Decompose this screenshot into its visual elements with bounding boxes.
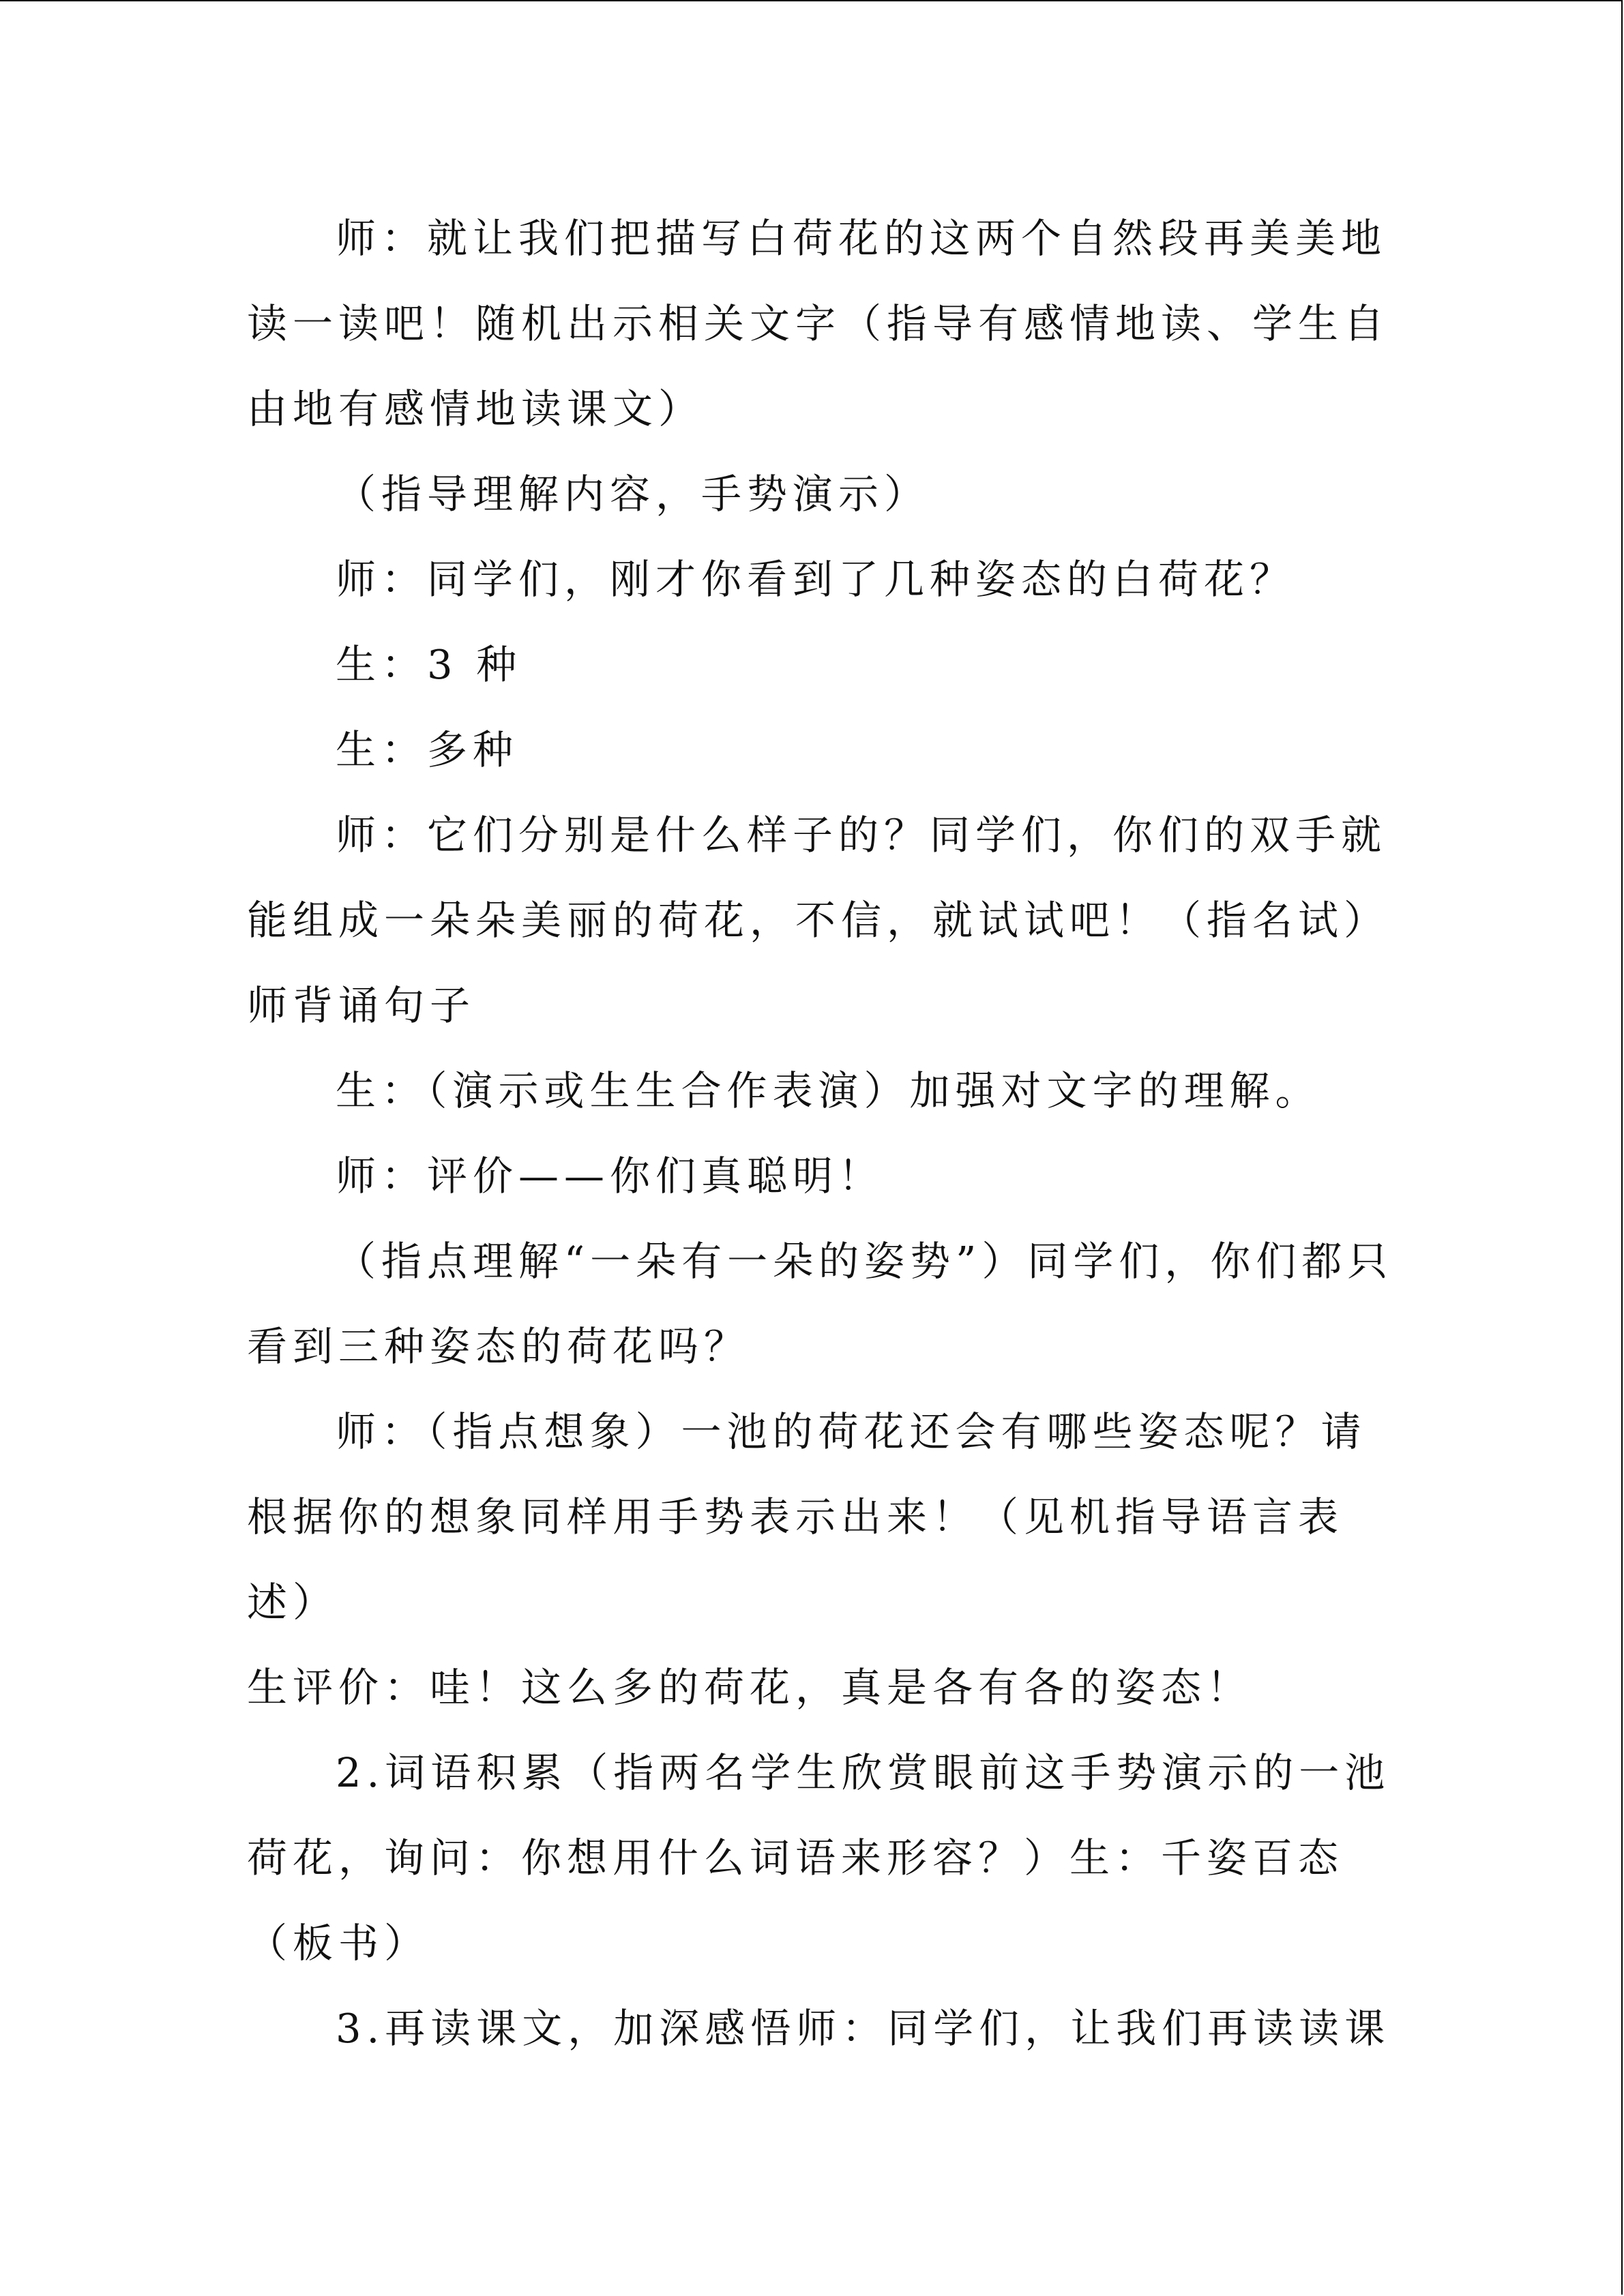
paragraph-line: （指导理解内容，手势演示） [336,471,930,518]
paragraph-line: 3.再读课文，加深感悟师：同学们，让我们再读读课 [336,2005,1391,2052]
paragraph-line: 由地有感情地读课文） [247,385,705,432]
paragraph-line: 师：（指点想象）一池的荷花还会有哪些姿态呢？请 [336,1408,1367,1455]
paragraph-line: 师：就让我们把描写白荷花的这两个自然段再美美地 [336,215,1387,262]
paragraph-line: 师背诵句子 [247,982,476,1029]
paragraph-line: 生：（演示或生生合作表演）加强对文字的理解。 [336,1067,1321,1114]
paragraph-line: 2.词语积累（指两名学生欣赏眼前这手势演示的一池 [336,1749,1391,1796]
paragraph-line: 师：它们分别是什么样子的？同学们，你们的双手就 [336,811,1387,859]
paragraph-line: 生评价：哇！这么多的荷花，真是各有各的姿态！ [247,1664,1253,1711]
paragraph-line: 师：同学们，刚才你看到了几种姿态的白荷花？ [336,556,1296,603]
paragraph-line: 读一读吧！随机出示相关文字（指导有感情地读、学生自 [247,300,1390,347]
paragraph-line: 能组成一朵朵美丽的荷花，不信，就试试吧！（指名试） [247,897,1390,944]
paragraph-line: 师：评价——你们真聪明！ [336,1152,885,1199]
paragraph-line: 荷花，询问：你想用什么词语来形容？）生：千姿百态 [247,1834,1344,1881]
paragraph-line: 生：3 种 [336,641,522,688]
paragraph-line: 述） [247,1579,339,1626]
paragraph-line: 生：多种 [336,726,519,773]
paragraph-line: 看到三种姿态的荷花吗？ [247,1323,750,1370]
paragraph-line: （板书） [247,1920,430,1967]
paragraph-line: 根据你的想象同样用手势表示出来！（见机指导语言表 [247,1493,1344,1540]
paragraph-line: （指点理解“一朵有一朵的姿势”）同学们，你们都只 [336,1238,1393,1285]
